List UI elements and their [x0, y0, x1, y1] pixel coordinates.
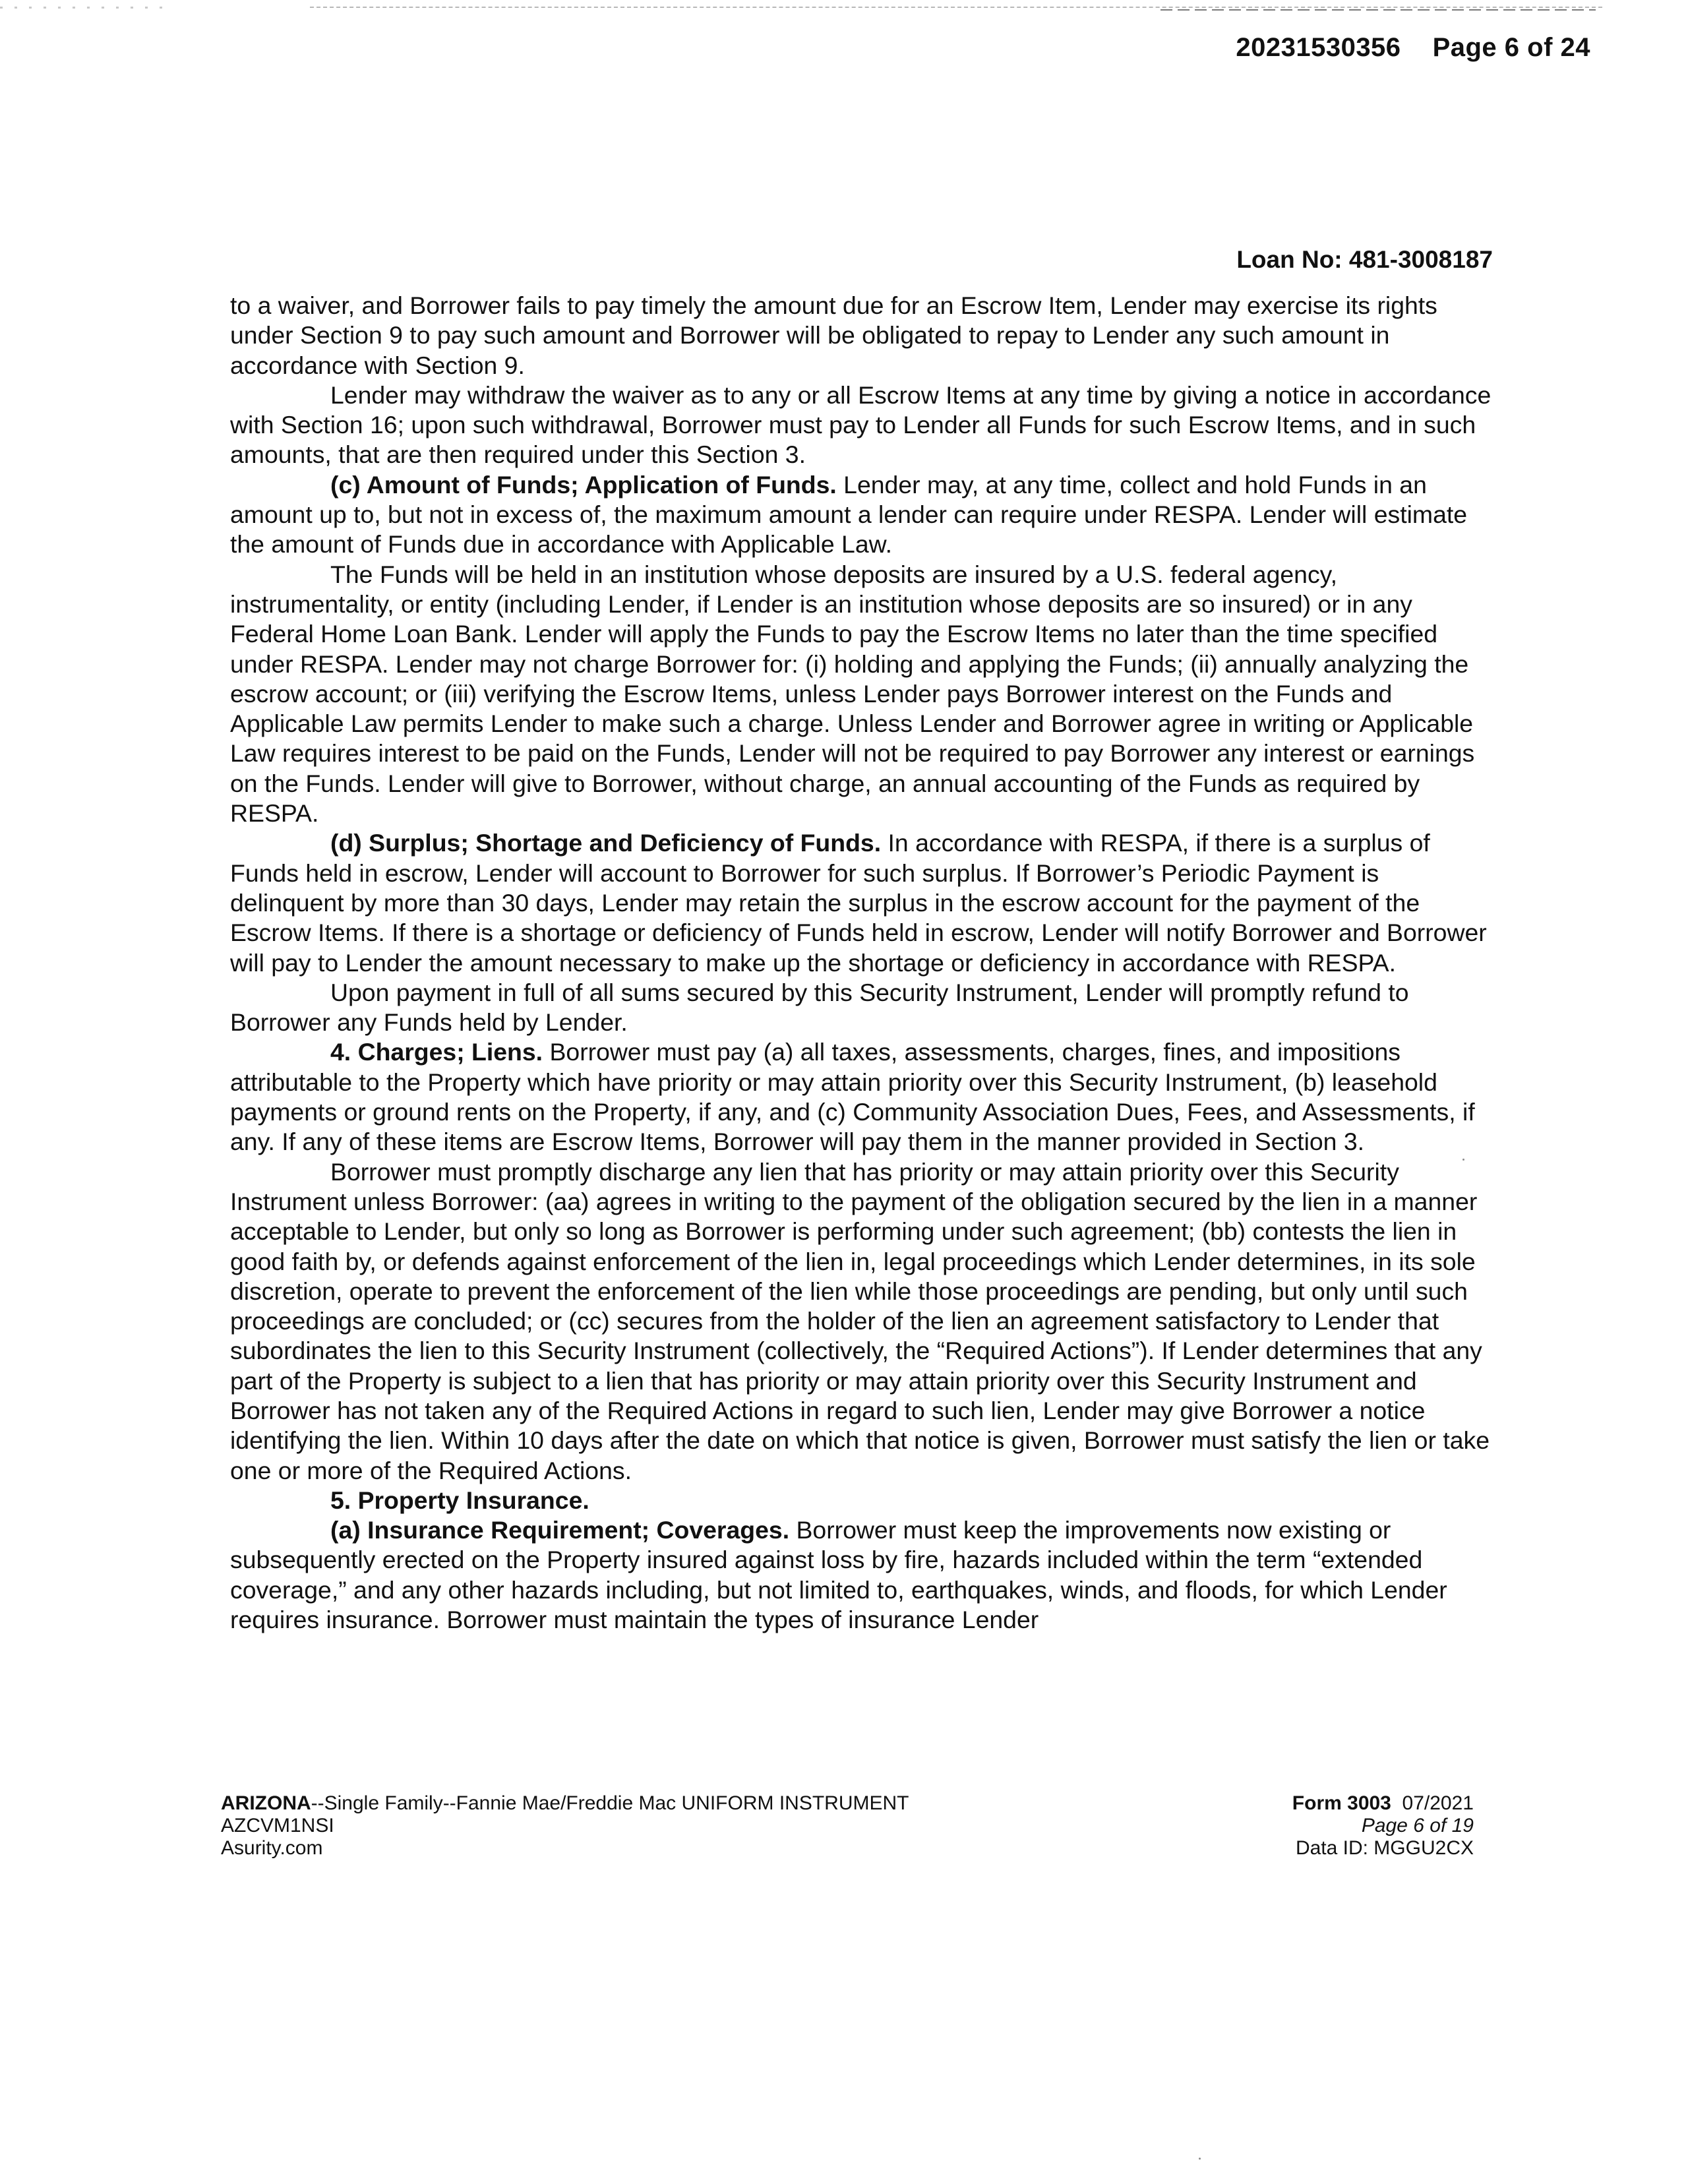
paragraph-text: Borrower must pay (a) all taxes, assessments, charges, fines, and impositions attributable to the Property which have priority or may attain priority over this Security Instrument, (b) leasehold payments or ground rents on the Property, if any, and (c) Community Association Dues, Fees, and Assessments, if any. If any of these items are Escrow Items, Borrower will pay them in the manner provided in Section 3. — [230, 1038, 1475, 1156]
paragraph-text: In accordance with RESPA, if there is a surplus of Funds held in escrow, Lender will account to Borrower for such surplus. If Borrower’s Periodic Payment is delinquent by more than 30 days, Lender may retain the surplus in the escrow account for the payment of the Escrow Items. If there is a shortage or deficiency of Funds held in escrow, Lender will notify Borrower and Borrower will pay to Lender the amount necessary to make up the shortage or deficiency in accordance with RESPA. — [230, 829, 1487, 977]
body-paragraph — [230, 1515, 1493, 1635]
section-heading: (d) Surplus; Shortage and Deficiency of Funds. — [330, 829, 882, 857]
paragraph-text: Borrower must promptly discharge any lien that has priority or may attain priority over this Security Instrument unless Borrower: (aa) agrees in writing to the payment of the obligation secured by the lien in a manner acceptable to Lender, but only so long as Borrower is performing under such agreement; (bb) contests the lien in good faith by, or defends against enforcement of the lien in, legal proceedings which Lender determines, in its sole discretion, operate to prevent the enforcement of the lien while those proceedings are pending, but only until such proceedings are concluded; or (cc) secures from the holder of the lien an agreement satisfactory to Lender that subordinates the lien to this Security Instrument (collectively, the “Required Actions”). If Lender determines that any part of the Property is subject to a lien that has priority or may attain priority over this Security Instrument and Borrower has not taken any of the Required Actions in regard to such lien, Lender may give Borrower a notice identifying the lien. Within 10 days after the date on which that notice is given, Borrower must satisfy the lien or take one or more of the Required Actions. — [230, 1157, 1490, 1484]
scan-speck — [1462, 1159, 1464, 1161]
body-paragraph — [230, 978, 1493, 1038]
scan-speck — [1199, 2158, 1201, 2160]
footer-left — [221, 1792, 909, 1860]
section-heading: (a) Insurance Requirement; Coverages. — [330, 1516, 790, 1544]
paragraph-text: Borrower must keep the improvements now existing or subsequently erected on the Property insured against loss by fire, hazards included within the term “extended coverage,” and any other hazards including, but not limited to, earthquakes, winds, and floods, for which Lender requires insurance. Borrower must maintain the types of insurance Lender — [230, 1516, 1447, 1634]
footer-right — [1292, 1792, 1474, 1860]
paragraph-text: Lender may, at any time, collect and hold Funds in an amount up to, but not in excess of, the maximum amount a lender can require under RESPA. Lender will estimate the amount of Funds due in accordance with Applicable Law. — [230, 470, 1468, 559]
paragraph-text: Upon payment in full of all sums secured by this Security Instrument, Lender will promptly refund to Borrower any Funds held by Lender. — [230, 978, 1409, 1037]
footer-form-code: AZCVM1NSI — [221, 1815, 334, 1836]
loan-number: Loan No: 481-3008187 — [1236, 246, 1493, 273]
footer-state: ARIZONA — [221, 1792, 311, 1814]
section-heading: 5. Property Insurance. — [330, 1486, 589, 1514]
footer-page-number: Page 6 of 19 — [1361, 1815, 1474, 1836]
body-paragraph — [230, 560, 1493, 829]
body-paragraph — [230, 470, 1493, 560]
recording-page-label: Page 6 of 24 — [1432, 33, 1590, 62]
footer-website: Asurity.com — [221, 1837, 323, 1859]
paragraph-text: The Funds will be held in an institution whose deposits are insured by a U.S. federal agency, instrumentality, or entity (including Lender, if Lender is an institution whose deposits are so insured) or in any Federal Home Loan Bank. Lender will apply the Funds to pay the Escrow Items no later than the time specified under RESPA. Lender may not charge Borrower for: (i) holding and applying the Funds; (ii) annually analyzing the escrow account; or (iii) verifying the Escrow Items, unless Lender pays Borrower interest on the Funds and Applicable Law permits Lender to make such a charge. Unless Lender and Borrower agree in writing or Applicable Law requires interest to be paid on the Funds, Lender will not be required to pay Borrower any interest or earnings on the Funds. Lender will give to Borrower, without charge, an annual accounting of the Funds as required by RESPA. — [230, 560, 1475, 828]
scan-artifact — [0, 7, 171, 9]
footer-form-number: Form 3003 07/2021 — [1292, 1792, 1474, 1814]
scan-artifact — [1160, 9, 1596, 11]
body-paragraph — [230, 1037, 1493, 1157]
body-paragraph — [230, 1157, 1493, 1486]
paragraph-text: Lender may withdraw the waiver as to any or all Escrow Items at any time by giving a notice in accordance with Section 16; upon such withdrawal, Borrower must pay to Lender all Funds for such Escrow Items, and in such amounts, that are then required under this Section 3. — [230, 380, 1492, 469]
section-heading: (c) Amount of Funds; Application of Funds. — [330, 470, 837, 499]
body-paragraph — [230, 291, 1493, 380]
paragraph-text: to a waiver, and Borrower fails to pay timely the amount due for an Escrow Item, Lender may exercise its rights under Section 9 to pay such amount and Borrower will be obligated to repay to Lender any such amount in accordance with Section 9. — [230, 291, 1437, 379]
document-body — [230, 291, 1493, 1635]
footer-data-id: Data ID: MGGU2CX — [1295, 1837, 1474, 1859]
footer-form-title: ARIZONA--Single Family--Fannie Mae/Freddie Mac UNIFORM INSTRUMENT — [221, 1792, 909, 1814]
section-heading: 4. Charges; Liens. — [330, 1038, 543, 1066]
recording-stamp — [1236, 33, 1590, 63]
document-number: 20231530356 — [1236, 33, 1401, 62]
body-paragraph — [230, 828, 1493, 977]
body-paragraph — [230, 380, 1493, 470]
body-paragraph — [230, 1486, 1493, 1515]
